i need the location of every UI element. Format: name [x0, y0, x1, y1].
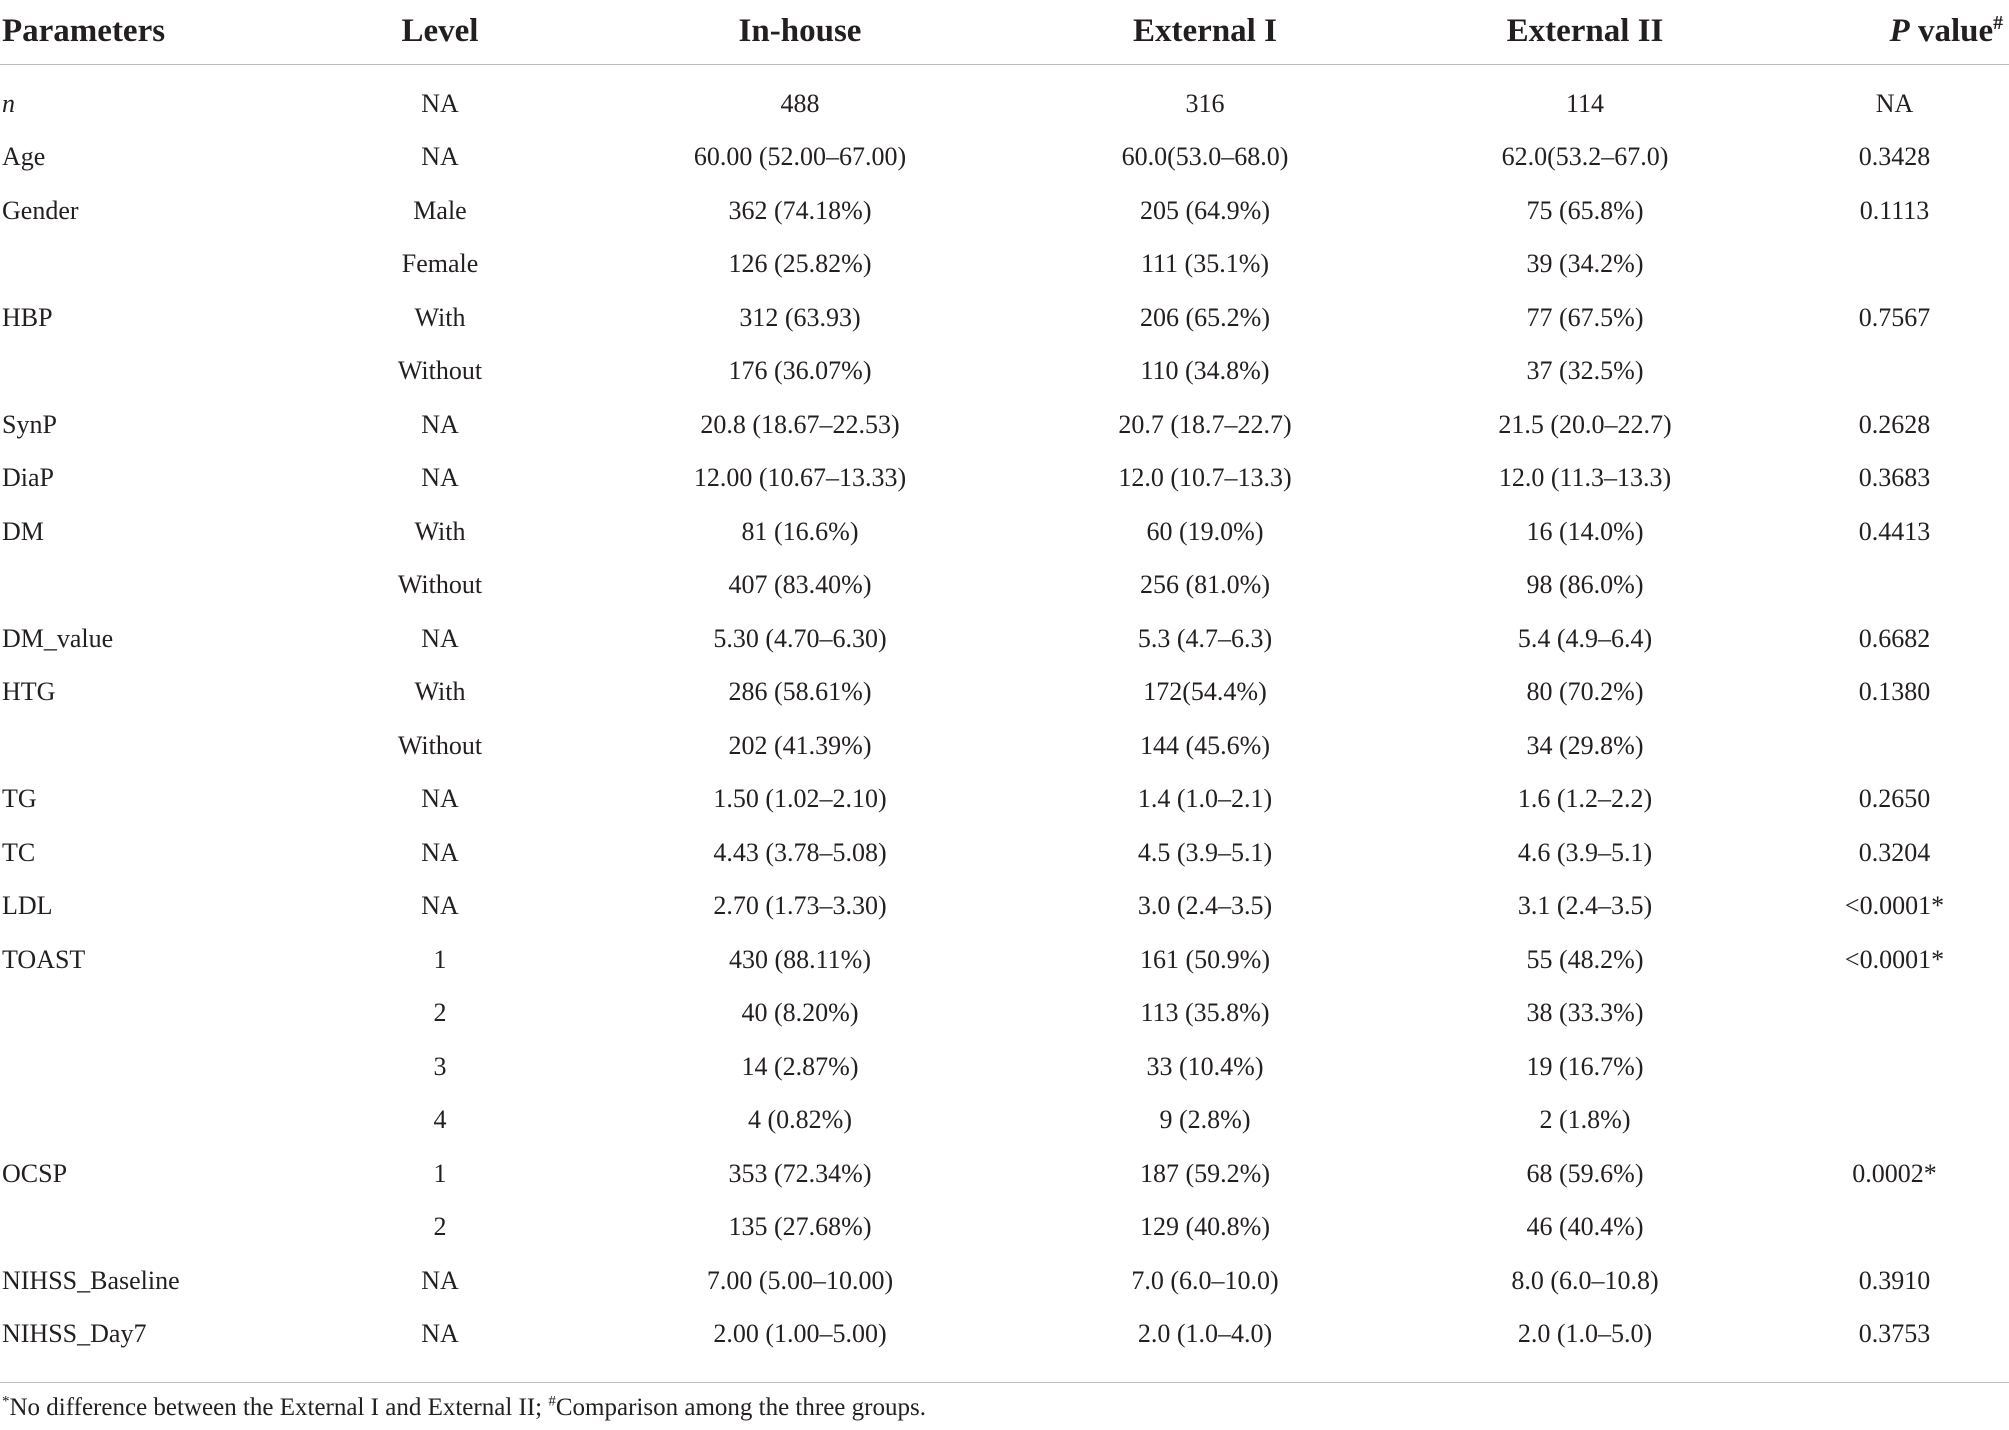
table-row	[0, 291, 2009, 345]
cell-inhouse: 81 (16.6%)	[741, 516, 859, 546]
cell-p-value: NA	[1875, 88, 1914, 118]
cell-level: NA	[421, 88, 459, 118]
table-row	[0, 398, 2009, 452]
cell-external-i: 2.0 (1.0–4.0)	[1137, 1319, 1273, 1349]
cell-inhouse: 430 (88.11%)	[728, 944, 871, 974]
cell-parameter	[0, 238, 300, 292]
cell-inhouse: 4.43 (3.78–5.08)	[713, 837, 887, 867]
cell-inhouse: 2.00 (1.00–5.00)	[713, 1319, 887, 1349]
cell-parameter: NIHSS_Baseline	[2, 1265, 180, 1295]
header-p-word: value	[1909, 12, 1994, 49]
cell-inhouse: 60.00 (52.00–67.00)	[693, 142, 907, 172]
cell-inhouse: 40 (8.20%)	[741, 998, 859, 1028]
cell-parameter	[0, 1094, 300, 1148]
table-row	[0, 1201, 2009, 1255]
cell-external-ii: 4.6 (3.9–5.1)	[1517, 837, 1653, 867]
cell-external-i: 33 (10.4%)	[1146, 1051, 1264, 1081]
cell-external-ii: 39 (34.2%)	[1526, 249, 1644, 279]
cell-external-i: 316	[1185, 88, 1225, 118]
cell-inhouse: 362 (74.18%)	[728, 195, 872, 225]
cell-level: 4	[433, 1105, 447, 1135]
cell-external-ii: 12.0 (11.3–13.3)	[1498, 463, 1672, 493]
table-row	[0, 880, 2009, 934]
cell-external-ii: 3.1 (2.4–3.5)	[1517, 891, 1653, 921]
cell-inhouse: 312 (63.93)	[739, 302, 861, 332]
cell-parameter: DiaP	[2, 463, 54, 493]
cell-parameter: LDL	[2, 891, 53, 921]
cell-external-i: 60.0(53.0–68.0)	[1121, 142, 1289, 172]
cell-external-i: 60 (19.0%)	[1146, 516, 1264, 546]
cell-p-value	[1780, 1094, 2009, 1148]
cell-external-ii: 77 (67.5%)	[1526, 302, 1644, 332]
cell-level: Without	[397, 570, 483, 600]
table-row	[0, 184, 2009, 238]
cell-external-i: 129 (40.8%)	[1140, 1212, 1270, 1242]
table-row	[0, 933, 2009, 987]
cell-parameter	[0, 559, 300, 613]
header-external-i: External I	[1020, 0, 1390, 65]
table-row	[0, 345, 2009, 399]
footnote-hash-text: Comparison among the three groups.	[555, 1394, 926, 1421]
cell-p-value: <0.0001*	[1844, 944, 1945, 974]
cell-p-value	[1780, 345, 2009, 399]
table-row	[0, 452, 2009, 506]
cell-p-value	[1780, 987, 2009, 1041]
cell-parameter: HTG	[2, 677, 56, 707]
cell-p-value: 0.2650	[1858, 784, 1931, 814]
table-row	[0, 987, 2009, 1041]
table-row	[0, 826, 2009, 880]
cell-p-value	[1780, 1201, 2009, 1255]
cell-parameter: DM_value	[2, 623, 114, 653]
table-bottom-rule	[0, 1382, 2009, 1383]
cell-external-i: 12.0 (10.7–13.3)	[1118, 463, 1292, 493]
cell-level: With	[414, 302, 466, 332]
cell-external-i: 9 (2.8%)	[1159, 1105, 1251, 1135]
table-row	[0, 1147, 2009, 1201]
cell-external-i: 206 (65.2%)	[1140, 302, 1270, 332]
cell-external-ii: 38 (33.3%)	[1526, 998, 1644, 1028]
table-header	[0, 0, 2009, 65]
cell-inhouse: 353 (72.34%)	[728, 1158, 872, 1188]
cell-p-value: 0.4413	[1858, 516, 1931, 546]
cell-level: Male	[413, 195, 467, 225]
cell-p-value: 0.6682	[1858, 623, 1931, 653]
cell-p-value	[1780, 719, 2009, 773]
cell-parameter: TG	[2, 784, 37, 814]
table-row	[0, 612, 2009, 666]
cell-level: NA	[421, 1265, 459, 1295]
cell-external-i: 187 (59.2%)	[1140, 1158, 1270, 1188]
header-p-superscript: #	[1993, 11, 2003, 34]
header-p-value	[1780, 0, 2009, 65]
cell-external-ii: 46 (40.4%)	[1526, 1212, 1644, 1242]
cell-parameter: n	[2, 88, 15, 118]
cell-external-i: 3.0 (2.4–3.5)	[1137, 891, 1273, 921]
cell-parameter: NIHSS_Day7	[2, 1319, 147, 1349]
cell-external-i: 144 (45.6%)	[1140, 730, 1270, 760]
cell-inhouse: 4 (0.82%)	[748, 1105, 852, 1135]
cell-p-value: 0.1380	[1858, 677, 1931, 707]
cell-level: 2	[433, 1212, 447, 1242]
cell-p-value	[1780, 1040, 2009, 1094]
cell-external-ii: 2.0 (1.0–5.0)	[1517, 1319, 1653, 1349]
cell-parameter: TOAST	[2, 944, 86, 974]
cell-external-ii: 16 (14.0%)	[1526, 516, 1644, 546]
cell-parameter	[0, 987, 300, 1041]
cell-level: NA	[421, 142, 459, 172]
cell-parameter: Gender	[2, 195, 79, 225]
cell-p-value: 0.3753	[1858, 1319, 1931, 1349]
cell-external-ii: 114	[1565, 88, 1605, 118]
cell-inhouse: 20.8 (18.67–22.53)	[700, 409, 900, 439]
cell-parameter	[0, 345, 300, 399]
cell-external-ii: 62.0(53.2–67.0)	[1501, 142, 1669, 172]
cell-level: Female	[401, 249, 479, 279]
cell-level: NA	[421, 784, 459, 814]
table-row	[0, 131, 2009, 185]
cell-external-ii: 5.4 (4.9–6.4)	[1517, 623, 1653, 653]
cell-parameter	[0, 1040, 300, 1094]
cell-external-i: 161 (50.9%)	[1140, 944, 1270, 974]
cell-inhouse: 5.30 (4.70–6.30)	[713, 623, 887, 653]
cell-level: NA	[421, 623, 459, 653]
cell-external-i: 205 (64.9%)	[1140, 195, 1270, 225]
cell-p-value: 0.3204	[1858, 837, 1931, 867]
cell-level: NA	[421, 1319, 459, 1349]
cell-p-value: 0.3428	[1858, 142, 1931, 172]
cell-inhouse: 2.70 (1.73–3.30)	[713, 891, 887, 921]
cell-inhouse: 202 (41.39%)	[728, 730, 872, 760]
cell-external-i: 172(54.4%)	[1143, 677, 1267, 707]
table-footnote	[2, 1394, 926, 1422]
cell-p-value: <0.0001*	[1844, 891, 1945, 921]
cell-inhouse: 126 (25.82%)	[728, 249, 872, 279]
cell-parameter: Age	[2, 142, 46, 172]
cell-level: With	[414, 677, 466, 707]
cell-external-ii: 98 (86.0%)	[1526, 570, 1644, 600]
footnote-star-mark: *	[2, 1393, 10, 1410]
cell-level: 1	[433, 944, 447, 974]
table-row	[0, 773, 2009, 827]
cell-external-ii: 55 (48.2%)	[1526, 944, 1644, 974]
cell-external-i: 4.5 (3.9–5.1)	[1137, 837, 1273, 867]
table-body	[0, 65, 2009, 1362]
cell-external-ii: 19 (16.7%)	[1526, 1051, 1644, 1081]
cell-p-value: 0.0002*	[1852, 1158, 1937, 1188]
cell-parameter: TC	[2, 837, 36, 867]
cell-level: 3	[433, 1051, 447, 1081]
table-row	[0, 1094, 2009, 1148]
cell-inhouse: 488	[780, 88, 820, 118]
cell-parameter: SynP	[2, 409, 57, 439]
cell-p-value: 0.3683	[1858, 463, 1931, 493]
footnote-star-text: No difference between the External I and External II;	[9, 1394, 549, 1421]
cell-level: With	[414, 516, 466, 546]
cell-external-ii: 34 (29.8%)	[1526, 730, 1644, 760]
table-row	[0, 1308, 2009, 1362]
table-row	[0, 1040, 2009, 1094]
footnote-hash-mark: #	[548, 1393, 556, 1410]
cell-external-ii: 2 (1.8%)	[1539, 1105, 1631, 1135]
cell-external-ii: 80 (70.2%)	[1526, 677, 1644, 707]
cell-inhouse: 176 (36.07%)	[728, 356, 872, 386]
table-row	[0, 1254, 2009, 1308]
cell-level: NA	[421, 409, 459, 439]
cell-level: 1	[433, 1158, 447, 1188]
cell-external-i: 20.7 (18.7–22.7)	[1118, 409, 1292, 439]
cell-level: Without	[397, 730, 483, 760]
cell-inhouse: 14 (2.87%)	[741, 1051, 859, 1081]
cell-external-i: 1.4 (1.0–2.1)	[1137, 784, 1273, 814]
cell-external-ii: 1.6 (1.2–2.2)	[1517, 784, 1653, 814]
cell-p-value: 0.2628	[1858, 409, 1931, 439]
cell-parameter: OCSP	[2, 1158, 68, 1188]
header-parameters: Parameters	[0, 0, 300, 65]
header-p-letter: P	[1889, 12, 1910, 49]
cell-inhouse: 1.50 (1.02–2.10)	[713, 784, 887, 814]
cell-p-value	[1780, 238, 2009, 292]
cell-level: NA	[421, 463, 459, 493]
cell-p-value	[1780, 559, 2009, 613]
cell-level: NA	[421, 891, 459, 921]
header-external-ii: External II	[1390, 0, 1780, 65]
cell-inhouse: 286 (58.61%)	[728, 677, 872, 707]
header-inhouse: In-house	[580, 0, 1020, 65]
cell-external-ii: 75 (65.8%)	[1526, 195, 1644, 225]
cell-external-ii: 21.5 (20.0–22.7)	[1498, 409, 1672, 439]
cell-p-value: 0.7567	[1858, 302, 1931, 332]
cell-external-i: 7.0 (6.0–10.0)	[1131, 1265, 1279, 1295]
cell-inhouse: 135 (27.68%)	[728, 1212, 872, 1242]
cell-external-ii: 37 (32.5%)	[1526, 356, 1644, 386]
cell-external-ii: 8.0 (6.0–10.8)	[1511, 1265, 1659, 1295]
cell-inhouse: 7.00 (5.00–10.00)	[706, 1265, 894, 1295]
cell-parameter	[0, 719, 300, 773]
header-level: Level	[300, 0, 580, 65]
table-row	[0, 719, 2009, 773]
cell-external-i: 111 (35.1%)	[1140, 249, 1270, 279]
cell-level: NA	[421, 837, 459, 867]
table-row	[0, 65, 2009, 131]
table-row	[0, 559, 2009, 613]
cell-external-i: 5.3 (4.7–6.3)	[1137, 623, 1273, 653]
cell-parameter: DM	[2, 516, 44, 546]
table-row	[0, 238, 2009, 292]
cell-level: Without	[397, 356, 483, 386]
cell-inhouse: 407 (83.40%)	[728, 570, 872, 600]
cell-parameter: HBP	[2, 302, 53, 332]
header-row	[0, 0, 2009, 65]
table-row	[0, 666, 2009, 720]
cell-p-value: 0.3910	[1858, 1265, 1931, 1295]
cell-inhouse: 12.00 (10.67–13.33)	[693, 463, 907, 493]
cell-external-i: 113 (35.8%)	[1140, 998, 1270, 1028]
cell-external-i: 110 (34.8%)	[1140, 356, 1270, 386]
cell-p-value: 0.1113	[1859, 195, 1930, 225]
cell-external-ii: 68 (59.6%)	[1526, 1158, 1644, 1188]
table-row	[0, 505, 2009, 559]
cell-level: 2	[433, 998, 447, 1028]
cell-external-i: 256 (81.0%)	[1140, 570, 1270, 600]
cell-parameter	[0, 1201, 300, 1255]
